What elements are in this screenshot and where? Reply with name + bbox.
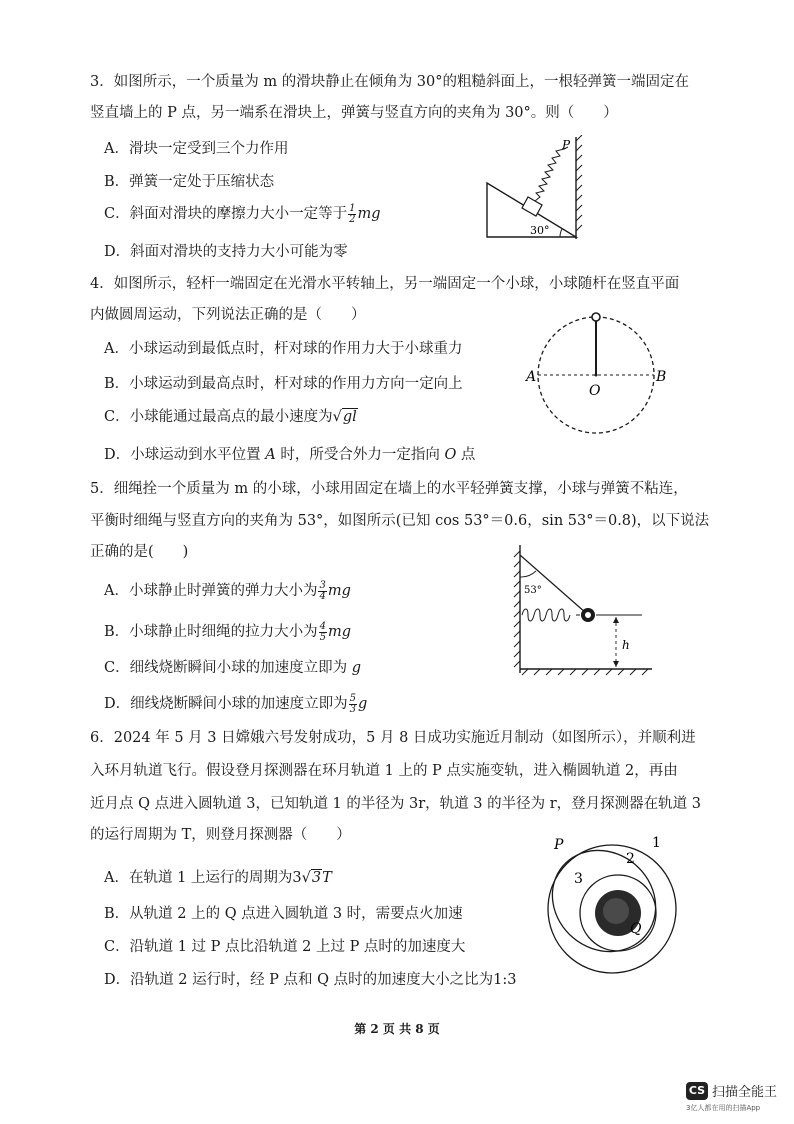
q4-figure-circle: [520, 305, 680, 445]
q4-option-c-text: C．小球能通过最高点的最小速度为: [104, 409, 333, 425]
q3-option-a: A．滑块一定受到三个力作用: [104, 141, 289, 157]
q4-stem-line1: 4．如图所示，轻杆一端固定在光滑水平转轴上，另一端固定一个小球，小球随杆在竖直平面: [90, 276, 680, 292]
q6-option-a: A．在轨道 1 上运行的周期为3√3T: [104, 870, 332, 886]
q6-figure-label-2: 2: [626, 851, 635, 867]
q5-stem-line2: 平衡时细绳与竖直方向的夹角为 53°，如图所示(已知 cos 53°＝0.6，sin 53°＝0.8)，以下说法: [90, 513, 710, 529]
q3-figure-incline: [480, 135, 590, 245]
q4-figure-label-a: A: [526, 369, 537, 385]
q6-stem-line3: 近月点 Q 点进入圆轨道 3，已知轨道 1 的半径为 3r，轨道 3 的半径为 r，登月探测器在轨道 3: [90, 796, 701, 812]
q5-option-c: C．细线烧断瞬间小球的加速度立即为 g: [104, 660, 361, 676]
q4-option-c-sqrt: √gl: [332, 409, 357, 425]
q4-stem-line2: 内做圆周运动，下列说法正确的是（ ）: [90, 307, 366, 323]
q6-option-b: B．从轨道 2 上的 Q 点进入圆轨道 3 时，需要点火加速: [104, 906, 463, 922]
q4-option-a: A．小球运动到最低点时，杆对球的作用力大于小球重力: [104, 341, 463, 357]
q3-option-c-text: C．斜面对滑块的摩擦力大小一定等于: [104, 206, 348, 222]
page-footer: 第 2 页 共 8 页: [354, 1022, 440, 1036]
q5-figure-angle: 53°: [524, 585, 542, 596]
q3-stem-line2: 竖直墙上的 P 点，另一端系在滑块上，弹簧与竖直方向的夹角为 30°。则（ ）: [90, 105, 618, 121]
q6-stem-line4: 的运行周期为 T，则登月探测器（ ）: [90, 827, 351, 843]
q4-option-c: [104, 405, 358, 426]
q3-option-d: D．斜面对滑块的支持力大小可能为零: [104, 244, 348, 260]
q3-figure-label-p: P: [562, 138, 571, 152]
scanner-brand: [686, 1081, 777, 1100]
q4-figure-label-b: B: [656, 369, 667, 385]
q3-option-c: C．斜面对滑块的摩擦力大小一定等于 $\frac{1}{2}$ mg: [104, 202, 381, 225]
q5-option-b: B．小球静止时细绳的拉力大小为 $\frac{4}{5}$ mg: [104, 620, 352, 643]
q4-option-b: B．小球运动到最高点时，杆对球的作用力方向一定向上: [104, 376, 463, 392]
scanner-brand-name: 扫描全能王: [712, 1085, 778, 1100]
q6-figure-orbits: [540, 825, 690, 995]
q5-figure-label-h: h: [622, 638, 630, 652]
q6-option-c: C．沿轨道 1 过 P 点比沿轨道 2 上过 P 点时的加速度大: [104, 939, 466, 955]
q6-stem-line1: 6．2024 年 5 月 3 日嫦娥六号发射成功，5 月 8 日成功实施近月制动（如图所示），并顺利进: [90, 730, 696, 746]
q6-figure-label-1: 1: [652, 835, 661, 851]
q6-figure-label-q: Q: [630, 921, 642, 937]
q6-stem-line2: 入环月轨道飞行。假设登月探测器在环月轨道 1 上的 P 点实施变轨，进入椭圆轨道 2，再由: [90, 763, 678, 779]
q6-figure-label-p: P: [554, 837, 564, 853]
q4-figure-label-o: O: [589, 383, 601, 399]
q3-option-c-fraction: $\frac{1}{2}$: [349, 202, 356, 225]
scanner-brand-slogan: 3亿人都在用的扫描App: [686, 1104, 761, 1112]
q5-figure-spring-ball: [512, 543, 662, 683]
q6-figure-label-3: 3: [574, 871, 583, 887]
q3-figure-angle: 30°: [530, 224, 550, 237]
q5-stem-line1: 5．细绳拴一个质量为 m 的小球，小球用固定在墙上的水平轻弹簧支撑，小球与弹簧不粘连，: [90, 481, 688, 497]
q3-option-b: B．弹簧一定处于压缩状态: [104, 174, 275, 190]
q4-option-d: D．小球运动到水平位置 A 时，所受合外力一定指向 O 点: [104, 447, 476, 463]
q5-option-a: A．小球静止时弹簧的弹力大小为 $\frac{3}{4}$ mg: [104, 579, 351, 602]
q6-option-d: D．沿轨道 2 运行时，经 P 点和 Q 点时的加速度大小之比为1:3: [104, 972, 517, 988]
q5-stem-line3: 正确的是( ): [90, 544, 189, 560]
scanner-logo-icon: CS: [686, 1082, 708, 1100]
q3-stem-line1: 3．如图所示，一个质量为 m 的滑块静止在倾角为 30°的粗糙斜面上，一根轻弹簧一端固定在: [90, 74, 689, 90]
q5-option-d: D．细线烧断瞬间小球的加速度立即为 $\frac{5}{3}$ g: [104, 692, 368, 715]
